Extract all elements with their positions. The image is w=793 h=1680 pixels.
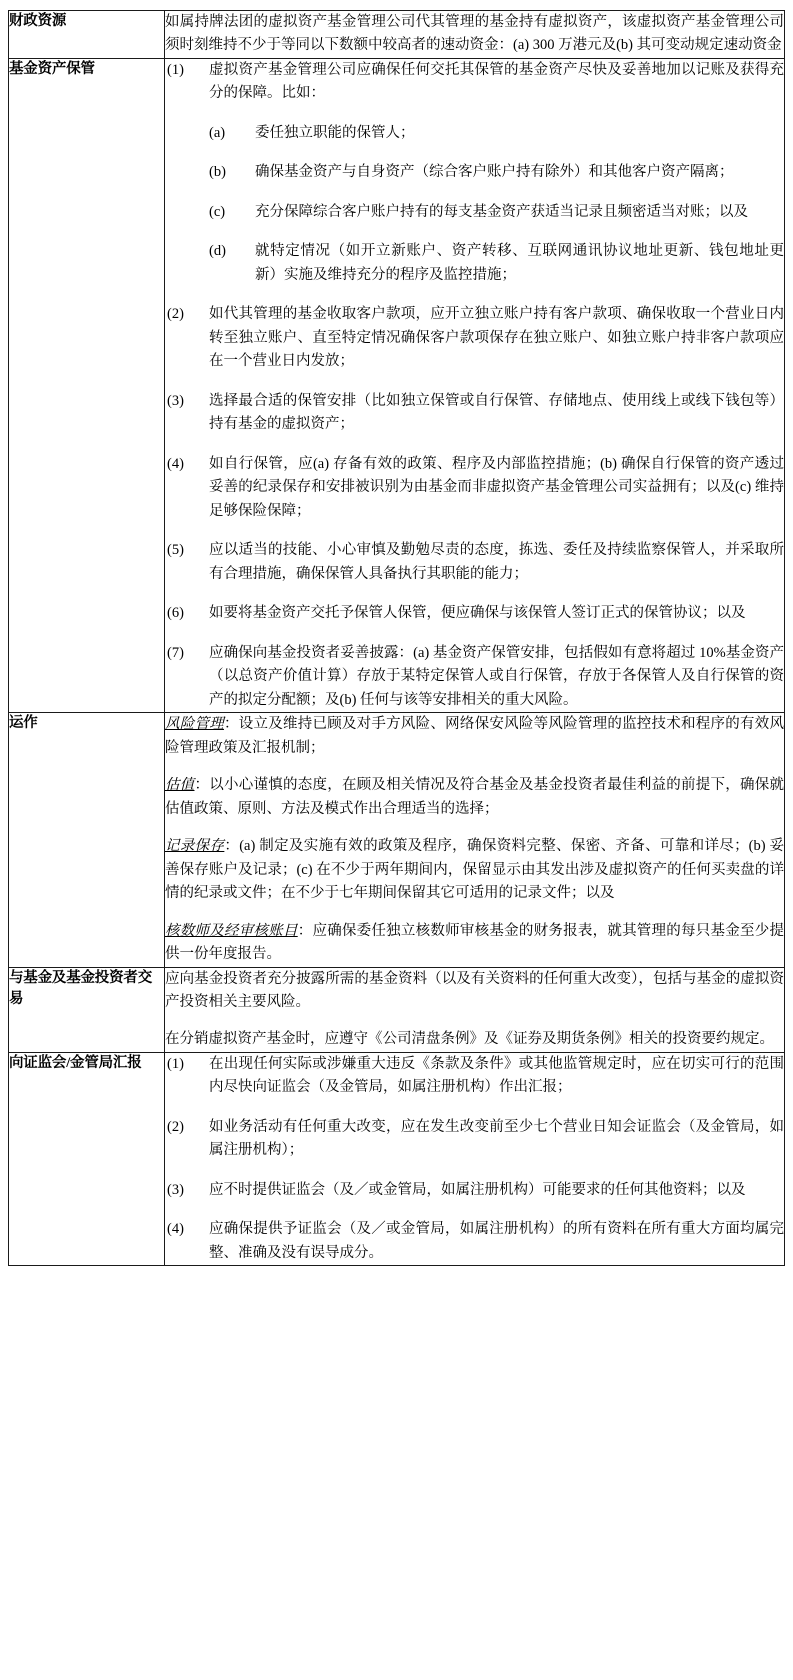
sub-list-item-marker: (d) xyxy=(209,243,226,260)
list-item xyxy=(165,602,784,625)
sub-list-item-marker: (b) xyxy=(209,164,226,181)
labelled-paragraph xyxy=(165,774,784,821)
table-row xyxy=(9,713,785,967)
row-label: 运作 xyxy=(9,713,165,967)
list-item-content xyxy=(209,642,784,712)
list-item-text: 在出现任何实际或涉嫌重大违反《条款及条件》或其他监管规定时，应在切实可行的范围内尽快向证监会（及金管局，如属注册机构）作出汇报； xyxy=(209,1055,784,1096)
list-item xyxy=(165,390,784,437)
row-content xyxy=(165,967,785,1052)
sub-list-item-text: 充分保障综合客户账户持有的每支基金资产获适当记录且频密适当对账；以及 xyxy=(255,203,748,220)
table-body xyxy=(9,11,785,1266)
list-item-marker: (6) xyxy=(167,605,184,622)
table-row xyxy=(9,58,785,712)
list-item-marker: (1) xyxy=(167,1055,184,1072)
row-label: 与基金及基金投资者交易 xyxy=(9,967,165,1052)
list-item-content xyxy=(209,453,784,523)
list-item xyxy=(165,1116,784,1163)
sub-list-item xyxy=(209,122,784,145)
labelled-paragraph xyxy=(165,713,784,760)
list-item-content xyxy=(209,602,784,625)
labelled-paragraph xyxy=(165,835,784,905)
paragraph-sublabel: 核数师及经审核账目 xyxy=(165,922,298,939)
sub-list xyxy=(209,122,784,287)
list-item-text: 选择最合适的保管安排（比如独立保管或自行保管、存储地点、使用线上或线下钱包等）持有基金的虚拟资产； xyxy=(209,392,784,433)
row-label: 财政资源 xyxy=(9,11,165,59)
list-item-text: 应不时提供证监会（及／或金管局，如属注册机构）可能要求的任何其他资料；以及 xyxy=(209,1181,746,1198)
paragraph: 应向基金投资者充分披露所需的基金资料（以及有关资料的任何重大改变），包括与基金的虚拟资产投资相关主要风险。 xyxy=(165,970,784,1010)
paragraph-sublabel: 记录保存 xyxy=(165,838,225,855)
list-item-text: 如要将基金资产交托予保管人保管，便应确保与该保管人签订正式的保管协议；以及 xyxy=(209,605,746,622)
list-item-text: 应确保提供予证监会（及／或金管局，如属注册机构）的所有资料在所有重大方面均属完整、准确及没有误导成分。 xyxy=(209,1221,784,1261)
list-item xyxy=(165,1179,784,1202)
list-item-content xyxy=(209,539,784,586)
row-content xyxy=(165,58,785,712)
list-item-text: 虚拟资产基金管理公司应确保任何交托其保管的基金资产尽快及妥善地加以记账及获得充分的保障。比如： xyxy=(209,61,784,102)
list-item-text: 如自行保管，应(a) 存备有效的政策、程序及内部监控措施；(b) 确保自行保管的资产透过妥善的纪录保存和安排被识别为由基金而非虚拟资产基金管理公司实益拥有；以及(c) 维持足够保险保障； xyxy=(209,455,784,519)
list-item-content xyxy=(209,303,784,373)
list-item-marker: (2) xyxy=(167,306,184,323)
paragraph: 在分销虚拟资产基金时，应遵守《公司清盘条例》及《证券及期货条例》相关的投资要约规定。 xyxy=(165,1031,774,1048)
row-label: 基金资产保管 xyxy=(9,58,165,712)
row-label: 向证监会/金管局汇报 xyxy=(9,1052,165,1265)
list-item-marker: (2) xyxy=(167,1118,184,1135)
list-item xyxy=(165,1053,784,1100)
sub-list-item-text: 委任独立职能的保管人； xyxy=(255,124,415,141)
sub-list-item xyxy=(209,161,784,184)
paragraph-sublabel: 风险管理 xyxy=(165,716,224,733)
row-content xyxy=(165,11,785,59)
sub-list-item-text: 就特定情况（如开立新账户、资产转移、互联网通讯协议地址更新、钱包地址更新）实施及维持充分的程序及监控措施； xyxy=(255,243,784,283)
list-item-text: 如业务活动有任何重大改变，应在发生改变前至少七个营业日知会证监会（及金管局，如属注册机构）； xyxy=(209,1118,784,1159)
paragraph-sublabel: 估值 xyxy=(165,777,195,794)
list-item-marker: (4) xyxy=(167,1221,184,1238)
paragraph: 如属持牌法团的虚拟资产基金管理公司代其管理的基金持有虚拟资产，该虚拟资产基金管理公司须时刻维持不少于等同以下数额中较高者的速动资金：(a) 300 万港元及(b) 其可变动规定速动资金 xyxy=(165,14,784,54)
paragraph-text: ：(a) 制定及实施有效的政策及程序，确保资料完整、保密、齐备、可靠和详尽；(b) 妥善保存账户及记录；(c) 在不少于两年期间内，保留显示由其发出涉及虚拟资产的任何买卖盘的详情的纪录或文件；在不少于七年期间保留其它可适用的记录文件；以及 xyxy=(165,838,784,902)
list-item-marker: (3) xyxy=(167,392,184,409)
list-item-marker: (7) xyxy=(167,644,184,661)
table-row xyxy=(9,967,785,1052)
row-content xyxy=(165,713,785,967)
sub-list-item-marker: (a) xyxy=(209,124,226,141)
sub-list-item-marker: (c) xyxy=(209,203,226,220)
sub-list-item xyxy=(209,201,784,224)
list-item xyxy=(165,453,784,523)
list-item xyxy=(165,59,784,287)
list-item xyxy=(165,303,784,373)
table-row xyxy=(9,11,785,59)
paragraph-text: ：设立及维持已顾及对手方风险、网络保安风险等风险管理的监控技术和程序的有效风险管理政策及汇报机制； xyxy=(165,716,785,756)
table-row xyxy=(9,1052,785,1265)
list-item-marker: (3) xyxy=(167,1181,184,1198)
list-item-marker: (4) xyxy=(167,455,184,472)
list-item-marker: (5) xyxy=(167,542,184,559)
list-item xyxy=(165,642,784,712)
list-item-text: 如代其管理的基金收取客户款项，应开立独立账户持有客户款项、确保收取一个营业日内转至独立账户、直至特定情况确保客户款项保存在独立账户、如独立账户持非客户款项应在一个营业日内发放； xyxy=(209,306,784,370)
list-item-content xyxy=(209,59,784,287)
row-content xyxy=(165,1052,785,1265)
list-item-marker: (1) xyxy=(167,61,184,78)
list-item-content xyxy=(209,1053,784,1100)
list-item-content xyxy=(209,1218,784,1265)
list-item xyxy=(165,539,784,586)
list-item-content xyxy=(209,390,784,437)
list-item-text: 应确保向基金投资者妥善披露：(a) 基金资产保管安排，包括假如有意将超过 10%基金资产（以总资产价值计算）存放于某特定保管人或自行保管，存放于各保管人及自行保管的资产的拟定分配额；及(b) 任何与该等安排相关的重大风险。 xyxy=(209,644,784,708)
list-item-content xyxy=(209,1179,784,1202)
sub-list-item-text: 确保基金资产与自身资产（综合客户账户持有除外）和其他客户资产隔离； xyxy=(255,164,734,181)
list-item-content xyxy=(209,1116,784,1163)
sub-list-item xyxy=(209,240,784,287)
labelled-paragraph xyxy=(165,920,784,967)
requirements-table xyxy=(8,10,785,1266)
list-item-text: 应以适当的技能、小心审慎及勤勉尽责的态度，拣选、委任及持续监察保管人，并采取所有合理措施，确保保管人具备执行其职能的能力； xyxy=(209,542,784,582)
paragraph-text: ：应确保委任独立核数师审核基金的财务报表，就其管理的每只基金至少提供一份年度报告。 xyxy=(165,922,785,963)
list-item xyxy=(165,1218,784,1265)
paragraph-text: ：以小心谨慎的态度，在顾及相关情况及符合基金及基金投资者最佳利益的前提下，确保就估值政策、原则、方法及模式作出合理适当的选择； xyxy=(165,777,785,817)
